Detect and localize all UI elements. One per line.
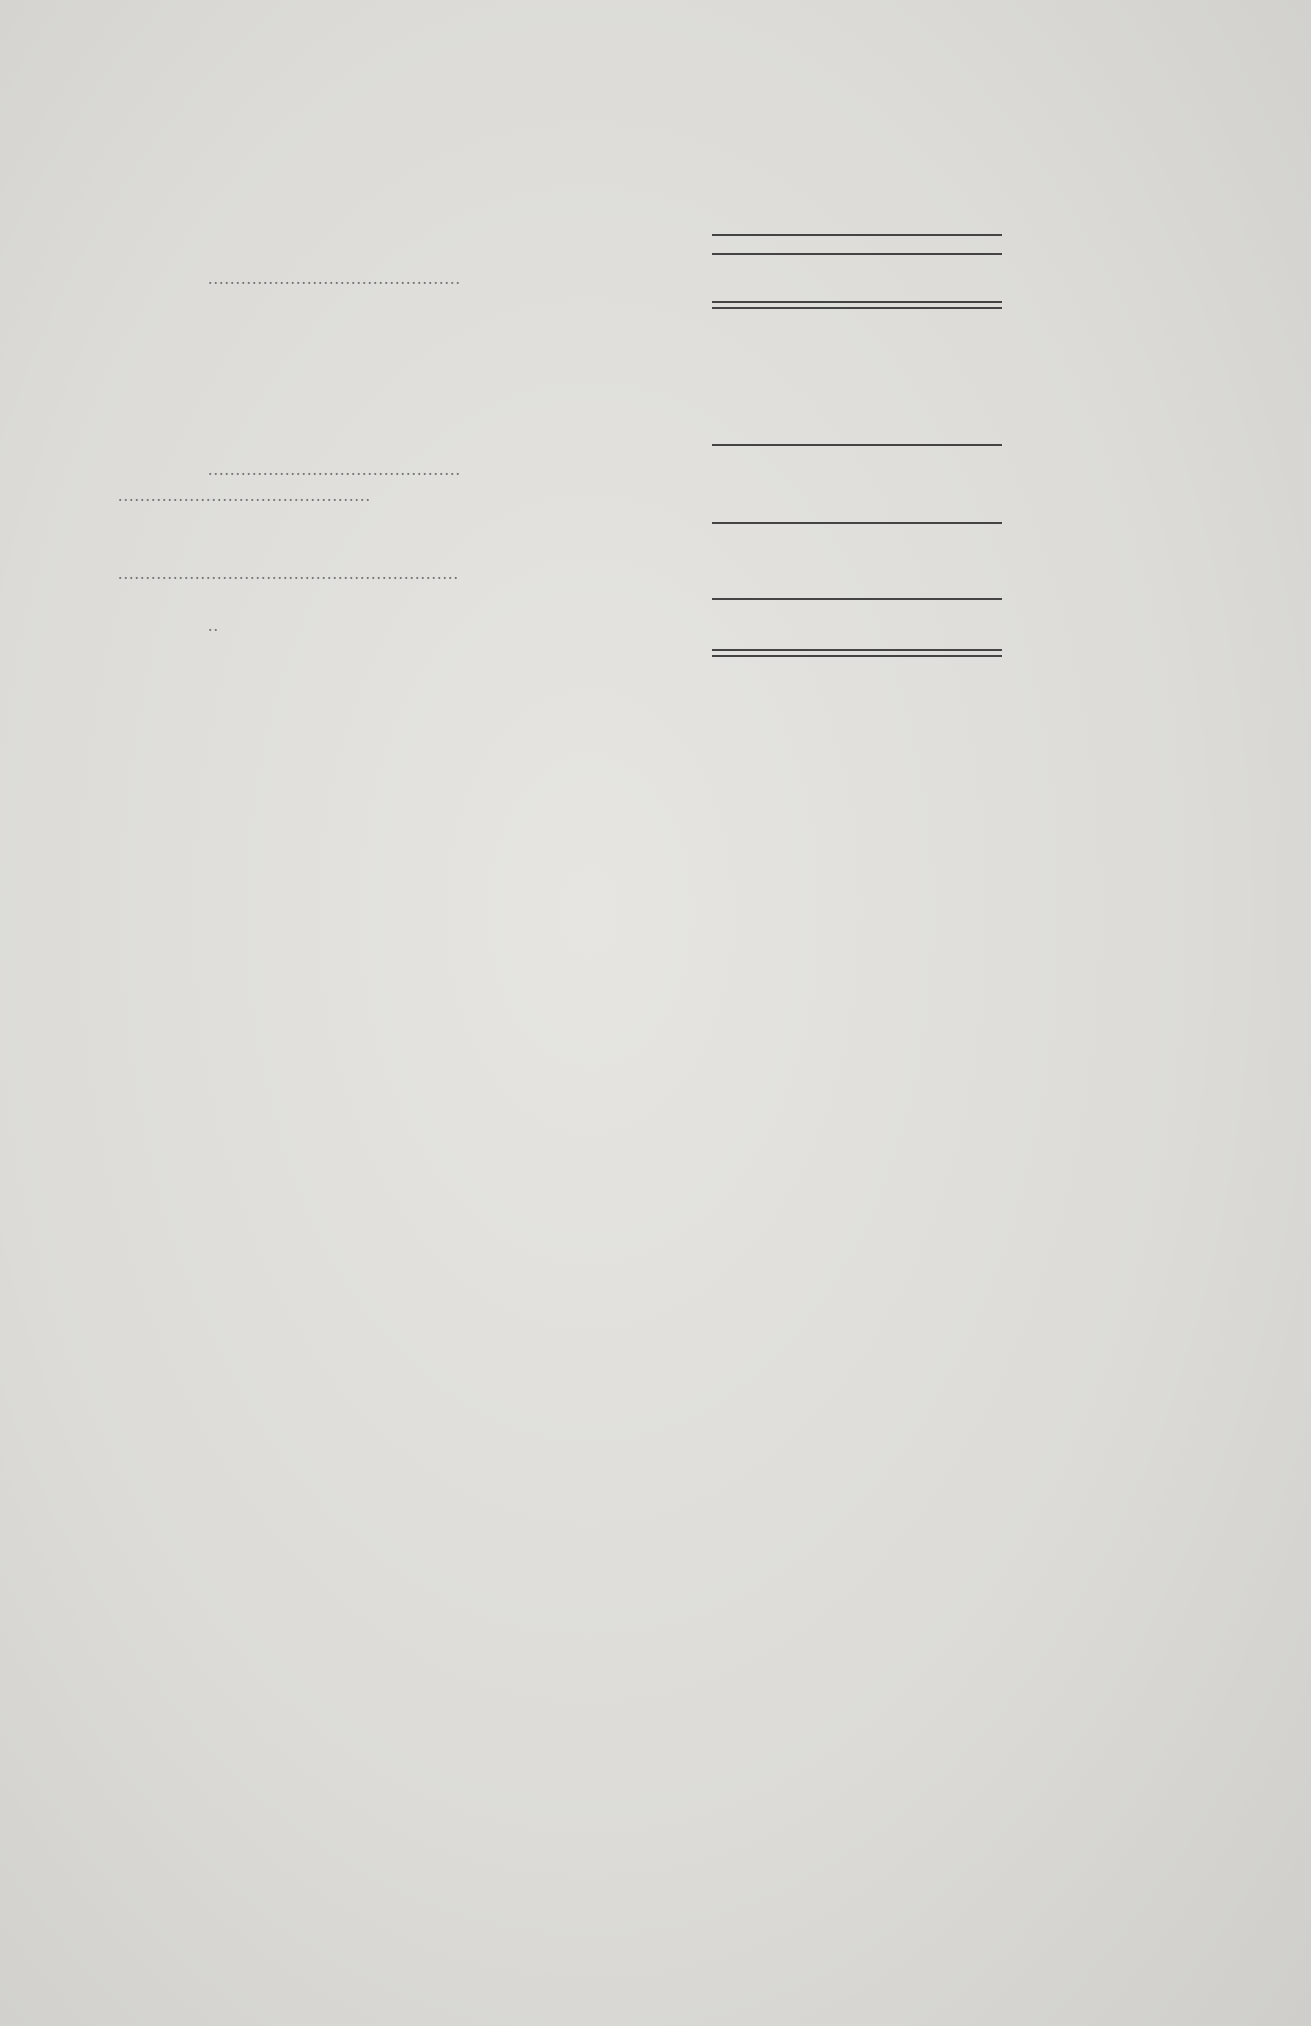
section-title-contingent — [114, 668, 894, 708]
rule — [712, 444, 1002, 446]
document-body — [114, 228, 894, 726]
net-row — [114, 533, 894, 560]
section-title-civil-service — [114, 320, 894, 360]
rule — [712, 522, 1002, 524]
salaries-intro — [114, 360, 894, 396]
less-deduction-row: .............................................. — [114, 481, 894, 508]
accrued-row: .............................................................. — [114, 559, 894, 586]
double-rule — [712, 301, 1002, 309]
rule — [712, 234, 1002, 236]
total-available-row: .. — [114, 611, 894, 638]
running-header — [170, 176, 870, 207]
rule — [712, 253, 1002, 255]
salary-total-row: .............................................. — [114, 455, 894, 482]
total-bureau-audits: .............................................. — [114, 264, 894, 291]
rule — [712, 598, 1002, 600]
double-rule — [712, 649, 1002, 657]
care-heading — [114, 402, 894, 432]
